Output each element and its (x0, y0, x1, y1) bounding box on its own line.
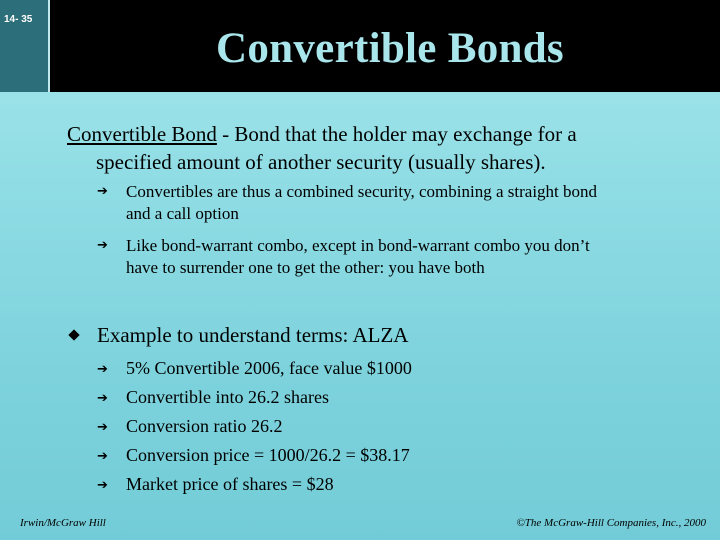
footer-publisher: Irwin/McGraw Hill (20, 517, 106, 529)
slide-number-box (0, 0, 50, 92)
definition-point (97, 235, 697, 279)
footer-copyright: ©The McGraw-Hill Companies, Inc., 2000 (516, 517, 706, 529)
list-item (97, 442, 697, 471)
arrow-right-icon: ➔ (97, 420, 108, 435)
list-item (97, 355, 697, 384)
definition-term: Convertible Bond (67, 122, 217, 146)
definition-text-line2: specified amount of another security (usually shares). (96, 150, 546, 174)
arrow-right-icon: ➔ (97, 184, 108, 199)
definition-paragraph (67, 120, 697, 176)
list-item-text: Conversion price = 1000/26.2 = $38.17 (126, 445, 410, 465)
list-item-text: Convertible into 26.2 shares (126, 387, 329, 407)
arrow-right-icon: ➔ (97, 478, 108, 493)
list-item (97, 413, 697, 442)
example-list (97, 355, 697, 500)
slide-title: Convertible Bonds (216, 25, 564, 72)
example-heading: Example to understand terms: ALZA (97, 323, 409, 347)
definition-point-line2: have to surrender one to get the other: you have both (126, 258, 485, 277)
example-heading-row (70, 321, 690, 349)
list-item-text: 5% Convertible 2006, face value $1000 (126, 358, 412, 378)
list-item (97, 471, 697, 500)
slide-number: 14- 35 (4, 14, 33, 25)
definition-point-line1: Convertibles are thus a combined security, combining a straight bond (126, 182, 598, 201)
arrow-right-icon: ➔ (97, 449, 108, 464)
arrow-right-icon: ➔ (97, 362, 108, 377)
arrow-right-icon: ➔ (97, 391, 108, 406)
list-item-text: Conversion ratio 26.2 (126, 416, 283, 436)
definition-point (97, 181, 697, 225)
list-item-text: Market price of shares = $28 (126, 474, 334, 494)
definition-point-line2: and a call option (126, 204, 239, 223)
definition-text: - Bond that the holder may exchange for a (216, 122, 577, 146)
definition-point-line1: Like bond-warrant combo, except in bond-warrant combo you don’t (126, 236, 590, 255)
list-item (97, 384, 697, 413)
arrow-right-icon: ➔ (97, 238, 108, 253)
